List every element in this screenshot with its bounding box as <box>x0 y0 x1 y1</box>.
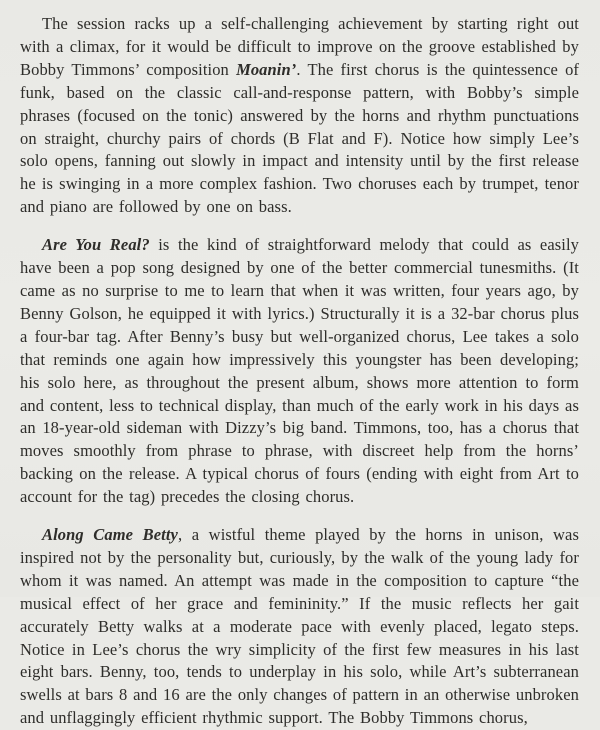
song-title: Are You Real? <box>42 235 150 255</box>
text-run: The session racks up a self-challenging achievement by starting right out with a climax, for it would be difficult to improve on the groove established by Bobby Timmons’ composition <box>20 14 579 79</box>
paragraph <box>20 234 579 509</box>
text-run: is the kind of straightforward melody that could as easily have been a pop song designed by one of the better commercial tunesmiths. (It came as no surprise to me to learn that when it was written, four years ago, by Benny Golson, he equipped it with lyrics.) Structurally it is a 32-bar chorus plus a four-bar tag. After Benny’s busy but well-organized chorus, Lee takes a solo that reminds one again how impressively this youngster has been developing; his solo here, as throughout the present album, shows more attention to form and content, less to technical display, than much of the early work in his days as an 18-year-old sideman with Dizzy’s big band. Timmons, too, has a chorus that moves smoothly from phrase to phrase, with discreet help from the horns’ backing on the release. A typical chorus of fours (ending with eight from Art to account for the tag) precedes the closing chorus. <box>20 235 580 507</box>
text-run: , a wistful theme played by the horns in unison, was inspired not by the personality but, curiously, by the walk of the young lady for whom it was named. An attempt was made in the composition to capture “the musical effect of her grace and femininity.” If the music reflects her gait accurately Betty walks at a moderate pace with evenly placed, legato steps. Notice in Lee’s chorus the wry simplicity of the first few measures in his last eight bars. Benny, too, tends to underplay in his solo, while Art’s subterranean swells at bars 8 and 16 are the only changes of pattern in an otherwise unbroken and unflaggingly efficient rhythmic support. The Bobby Timmons chorus, <box>20 525 579 728</box>
liner-notes-text <box>20 13 579 730</box>
song-title: Moanin’ <box>236 59 297 79</box>
paragraph <box>20 13 579 219</box>
paragraph <box>20 524 579 730</box>
song-title: Along Came Betty <box>42 525 178 545</box>
text-run: . The first chorus is the quintessence of funk, based on the classic call-and-response pattern, with Bobby’s simple phrases (focused on the tonic) answered by the horns and rhythm punctuations on straight, churchy pairs of chords (B Flat and F). Notice how simply Lee’s solo opens, fanning out slowly in impact and intensity until by the first release he is swinging in a more complex fashion. Two choruses each by trumpet, tenor and piano are followed by one on bass. <box>20 59 580 217</box>
